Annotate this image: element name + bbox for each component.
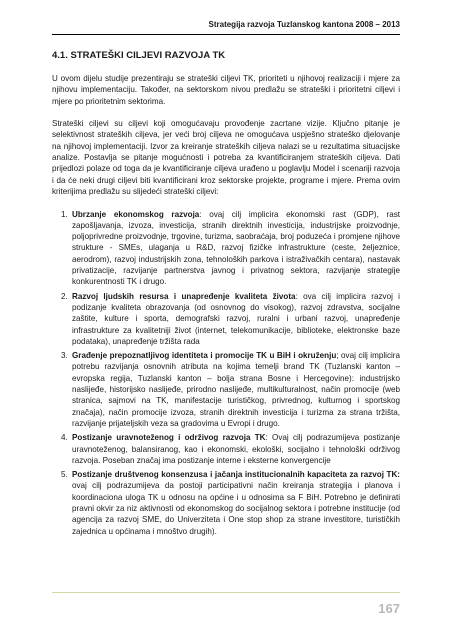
goal-title: Postizanje društvenog konsenzusa i jačanja institucionalnih kapaciteta za razvoj TK: [72, 470, 400, 480]
criteria-paragraph: Strateški ciljevi su ciljevi koji omogućavaju provođenje zacrtane vizije. Ključno pitanje je selektivnost strateških ciljeva, jer veći broj ciljeva ne omogućava uspješno strateško djelovanje na njihovoj implementaciji. Izvor za kreiranje strateških ciljeva nalazi se u rezultatima situacijske analize. Postavlja se pitanje mogućnosti i potreba za kvantificiranjem strateških ciljeva. Dati prijedlozi polaze od toga da je kvantificiranje ciljeva urađeno u poglavlju Model i scenariji razvoja i da će neki drugi ciljevi biti kvantificirani kroz sektorske projekte, programe i mjere. Prema ovim kriterijima predlažu su slijedeći strateški ciljevi: [52, 119, 400, 196]
list-number: 1. [61, 209, 68, 219]
goal-title: Postizanje uravnoteženog i održivog razvoja TK [72, 433, 266, 443]
page-number: 167 [378, 601, 400, 616]
body-text [52, 73, 400, 540]
goal-text: : ovaj cilj implicira ekonomski rast (GDP), rast zapošljavanja, izvoza, investicija, stranih direktnih investicija, industrijske proizvodnje, poljoprivredne proizvodnje, trgovine, turizma, saobraćaja, broj poduzeća i promjene njihove strukture - SMEs, ulaganja u R&D, razvoj fizičke infrastrukture (ceste, željeznice, aerodrom), razvoj industrijskih zona, tehnoloških parkova i istraživačkih centara), nastavak privatizacije, razvijanje partnerstva javnog i privatnog sektora, razvijanje strategije konkurentnosti TK i drugo. [72, 209, 401, 287]
list-item [52, 350, 400, 429]
goal-text: ovaj cilj podrazumijeva da postoji participativni način kreiranja strategija i planova i koordinaciona uloga TK u odnosu na općine i u odnosima sa F BiH. Potrebno je definirati pravni okvir za niz aktivnosti od ekonomskog do socijalnog sektora i potrebne institucije (od agencija za razvoj SME, do Univerziteta i One stop shop za strane investitore, turističkih zajednica u općinama i mnoštvo drugih). [72, 481, 400, 536]
section-title: 4.1. STRATEŠKI CILJEVI RAZVOJA TK [52, 50, 226, 61]
list-number: 5. [61, 470, 68, 480]
footer-rule [52, 592, 400, 593]
header-rule [52, 34, 400, 35]
list-number: 4. [61, 433, 68, 443]
goal-title: Razvoj ljudskih resursa i unapređenje kvaliteta života [72, 291, 296, 301]
goal-text: : Ovaj cilj podrazumijeva postizanje uravnoteženog, balansiranog, kao i ekonomski, ekološki, socijalno i tehnološki održivog razvoja. Poseban značaj ima postizanje interne i eksterne konvergencije [72, 433, 400, 465]
goal-text: ; ovaj cilj implicira potrebu razvijanja osnovnih atributa na kojima temelji brand TK (Tuzlanski kanton – evropska regija, Tuzlanski kanton – bolja strana Bosne i Hercegovine): industrijsko naslijeđe, historijsko naslijeđe, prirodno naslijeđe, multikulturalnost, način promocije (web stranica, sajmovi na TK, manifestacije turističkog, privrednog, kulturnog i sportskog značaja), način promocije izvoza, stranih direktnih investicija i turizma za strana tržišta, razvijanje prijateljskih veza sa gradovima u Evropi i drugo. [72, 351, 400, 428]
list-item [52, 291, 400, 347]
list-item [52, 432, 400, 466]
goal-text: : ova cilj implicira razvoj i podizanje kvaliteta obrazovanja (od osnovnog do visokog), razvoj zdravstva, socijalne zaštite, kulture i sporta, demografski razvoj, ruralni i urbani razvoj, unapređenje infrastrukture za kvalitetniji život (internet, telekomunikacije, biblioteke, elektronske baze podataka), unapređenje tržišta rada [72, 291, 400, 346]
goal-title: Ubrzanje ekonomskog razvoja [72, 209, 200, 219]
list-number: 3. [61, 351, 68, 361]
strategic-goals-list [52, 209, 400, 537]
list-item [52, 469, 400, 537]
running-header: Strategija razvoja Tuzlanskog kantona 2008 – 2013 [208, 20, 400, 29]
intro-paragraph: U ovom dijelu studije prezentiraju se strateški ciljevi TK, prioriteti u njihovoj realizaciji i mjere za njihovu implementaciju. Također, na sektorskom nivou predlažu se strateški i prioritetni ciljevi i mjere po prioritetnim sektorima. [52, 74, 400, 106]
list-item [52, 209, 400, 288]
goal-title: Građenje prepoznatljivog identiteta i promocije TK u BiH i okruženju [72, 351, 337, 361]
list-number: 2. [61, 291, 68, 301]
